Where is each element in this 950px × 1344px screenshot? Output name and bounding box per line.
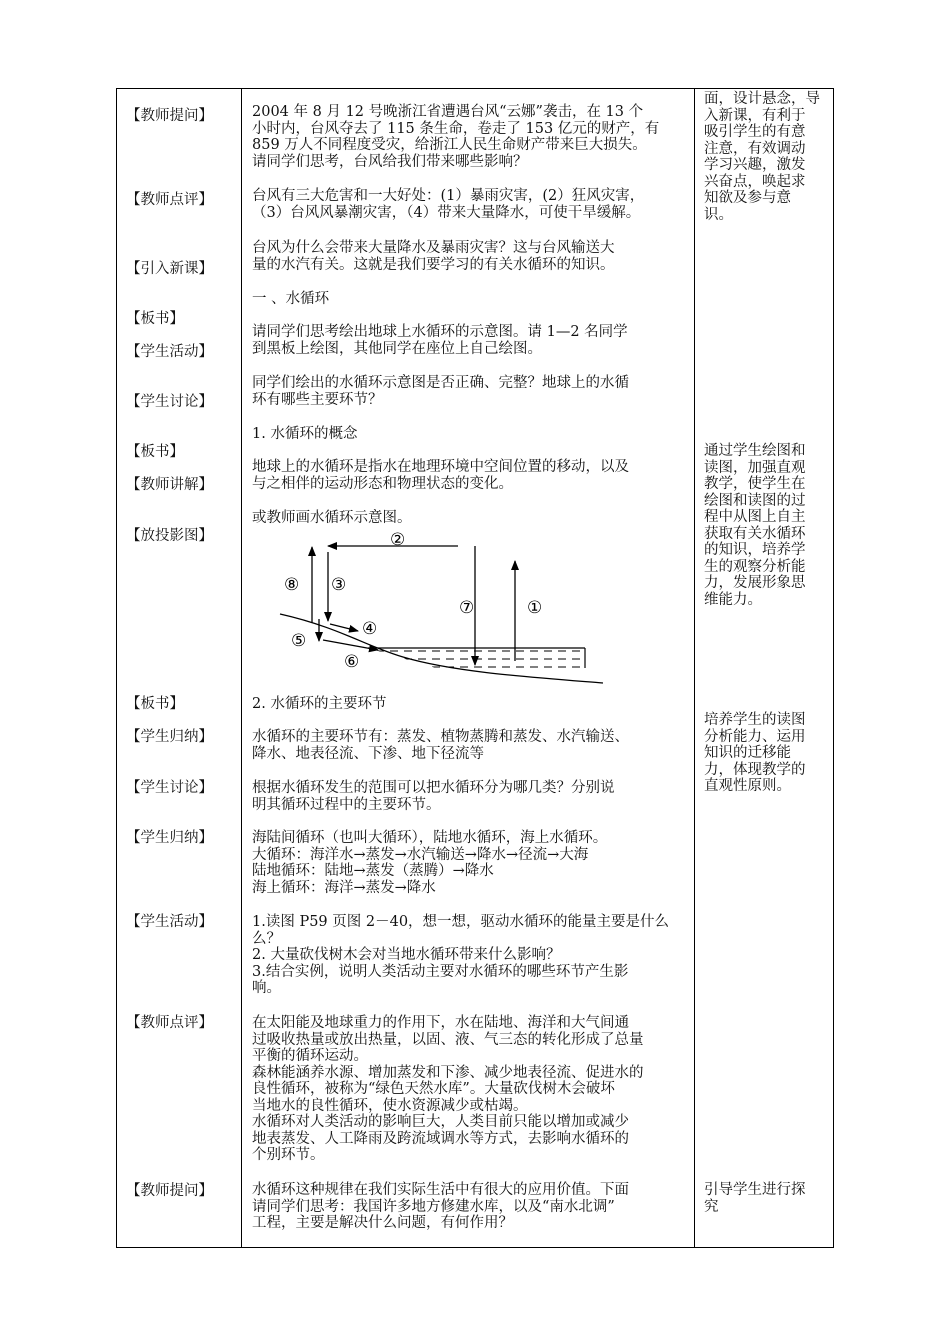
label-7: ⑦ bbox=[459, 598, 475, 618]
ocean-water bbox=[368, 648, 585, 668]
content-paragraph: 请同学们思考绘出地球上水循环的示意图。请 1—2 名同学 到黑板上绘图，其他同学在座位上自己绘图。 bbox=[252, 324, 628, 357]
content-paragraph: 1.读图 P59 页图 2－40，想一想，驱动水循环的能量主要是什么 么？ 2. 大量砍伐树木会对当地水循环带来什么影响？ 3.结合实例，说明人类活动主要对水循环的哪些环节产生影 响。 bbox=[252, 914, 670, 996]
content-paragraph: 或教师画水循环示意图。 bbox=[252, 510, 412, 526]
section-label: 【学生归纳】 bbox=[126, 830, 213, 846]
section-label: 【学生活动】 bbox=[126, 344, 213, 360]
label-6: ⑥ bbox=[344, 652, 360, 672]
section-label: 【板书】 bbox=[126, 696, 184, 712]
content-paragraph: 同学们绘出的水循环示意图是否正确、完整？地球上的水循 环有哪些主要环节？ bbox=[252, 375, 629, 408]
content-paragraph: 2. 水循环的主要环节 bbox=[252, 696, 387, 712]
table-border-left bbox=[116, 88, 117, 1248]
table-divider-2 bbox=[694, 88, 695, 1248]
table-border-bottom bbox=[116, 1247, 834, 1248]
design-note: 引导学生进行探 究 bbox=[704, 1182, 806, 1215]
section-label: 【板书】 bbox=[126, 444, 184, 460]
section-label: 【学生讨论】 bbox=[126, 394, 213, 410]
section-label: 【教师提问】 bbox=[126, 108, 213, 124]
content-paragraph: 根据水循环发生的范围可以把水循环分为哪几类？分别说 明其循环过程中的主要环节。 bbox=[252, 780, 615, 813]
table-divider-1 bbox=[241, 88, 242, 1248]
section-label: 【学生讨论】 bbox=[126, 780, 213, 796]
label-4: ④ bbox=[362, 619, 378, 639]
table-border-top bbox=[116, 88, 834, 89]
section-label: 【教师点评】 bbox=[126, 192, 213, 208]
content-paragraph: 海陆间循环（也叫大循环），陆地水循环，海上水循环。 大循环：海洋水→蒸发→水汽输送→降水→径流→大海 陆地循环：陆地→蒸发（蒸腾）→降水 海上循环：海洋→蒸发→降水 bbox=[252, 830, 608, 896]
section-label: 【学生活动】 bbox=[126, 914, 213, 930]
content-paragraph: 1. 水循环的概念 bbox=[252, 426, 358, 442]
table-border-right bbox=[833, 88, 834, 1248]
section-label: 【教师讲解】 bbox=[126, 477, 213, 493]
section-label: 【教师提问】 bbox=[126, 1183, 213, 1199]
content-paragraph: 2004 年 8 月 12 号晚浙江省遭遇台风“云娜”袭击，在 13 个 小时内，台风夺去了 115 条生命，卷走了 153 亿元的财产，有 859 万人不同程度受灾，给浙江人民生命财产带来巨大损失。 请同学们思考，台风给我们带来哪些影响？ bbox=[252, 104, 660, 170]
content-paragraph: 水循环的主要环节有：蒸发、植物蒸腾和蒸发、水汽输送、 降水、地表径流、下渗、地下径流等 bbox=[252, 729, 629, 762]
label-1: ① bbox=[527, 598, 543, 618]
section-label: 【学生归纳】 bbox=[126, 729, 213, 745]
label-8: ⑧ bbox=[284, 575, 300, 595]
design-note: 面，设计悬念，导 入新课，有利于 吸引学生的有意 注意，有效调动 学习兴趣，激发 兴奋点，唤起求 知欲及参与意 识。 bbox=[704, 91, 820, 223]
design-note: 培养学生的读图 分析能力、运用 知识的迁移能 力，体现教学的 直观性原则。 bbox=[704, 712, 806, 794]
content-paragraph: 一 、水循环 bbox=[252, 291, 330, 307]
design-note: 通过学生绘图和 读图，加强直观 教学，使学生在 绘图和读图的过 程中从图上自主 获取有关水循环 的知识，培养学 生的观察分析能 力，发展形象思 维能力。 bbox=[704, 443, 806, 608]
section-label: 【引入新课】 bbox=[126, 261, 213, 277]
label-5: ⑤ bbox=[291, 631, 307, 651]
label-2: ② bbox=[390, 530, 406, 550]
section-label: 【板书】 bbox=[126, 311, 184, 327]
section-label: 【放投影图】 bbox=[126, 528, 213, 544]
label-3: ③ bbox=[331, 575, 347, 595]
content-paragraph: 在太阳能及地球重力的作用下，水在陆地、海洋和大气间通 过吸收热量或放出热量，以固、液、气三态的转化形成了总量 平衡的循环运动。 森林能涵养水源、增加蒸发和下渗、减少地表径流、促进水的 良性循环，被称为“绿色天然水库”。大量砍伐树木会破坏 当地水的良性循环，使水资源减少或枯竭。 水循环对人类活动的影响巨大，人类目前只能以增加或减少 地表蒸发、人工降雨及跨流域调水等方式，去影响水循环的 个别环节。 bbox=[252, 1015, 644, 1163]
water-cycle-diagram bbox=[278, 527, 608, 685]
content-paragraph: 台风为什么会带来大量降水及暴雨灾害？这与台风输送大 量的水汽有关。这就是我们要学习的有关水循环的知识。 bbox=[252, 240, 615, 273]
content-paragraph: 台风有三大危害和一大好处：(1）暴雨灾害，(2）狂风灾害， （3）台风风暴潮灾害，（4）带来大量降水，可使干旱缓解。 bbox=[252, 188, 645, 221]
content-paragraph: 水循环这种规律在我们实际生活中有很大的应用价值。下面 请同学们思考：我国许多地方修建水库，以及“南水北调” 工程，主要是解决什么问题，有何作用？ bbox=[252, 1182, 629, 1231]
section-label: 【教师点评】 bbox=[126, 1015, 213, 1031]
content-paragraph: 地球上的水循环是指水在地理环境中空间位置的移动，以及 与之相伴的运动形态和物理状态的变化。 bbox=[252, 459, 629, 492]
